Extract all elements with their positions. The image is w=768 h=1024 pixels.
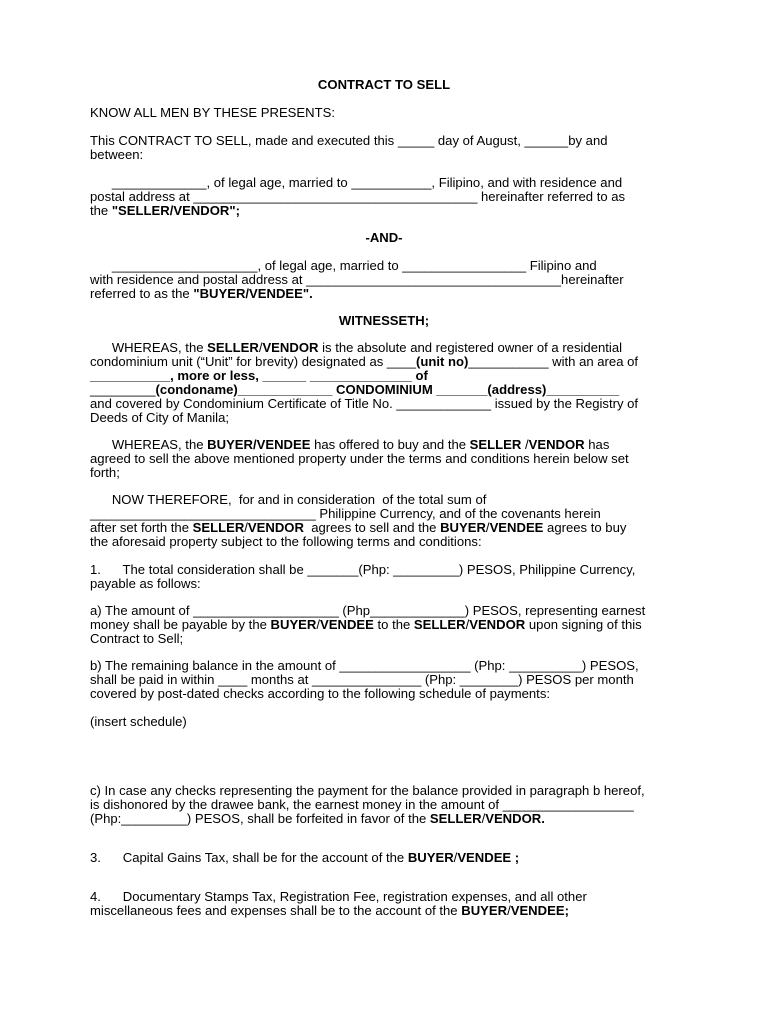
item-c-line-1: c) In case any checks representing the payment for the balance provided in paragraph b hereof,: [90, 783, 645, 798]
whereas2-line-1: WHEREAS, the BUYER/VENDEE has offered to buy and the SELLER /VENDOR has: [90, 437, 610, 452]
item-b-line-1: b) The remaining balance in the amount of __________________ (Php: __________) PESOS,: [90, 658, 639, 673]
item1-line-1: 1. The total consideration shall be _______(Php: _________) PESOS, Philippine Currency,: [90, 562, 636, 577]
buyer-line-1: ____________________, of legal age, married to _________________ Filipino and: [90, 258, 597, 273]
whereas1-line-2: condominium unit (“Unit” for brevity) designated as ____(unit no)___________ with an area of: [90, 354, 639, 369]
item4-line-1: 4. Documentary Stamps Tax, Registration Fee, registration expenses, and all other: [90, 889, 587, 904]
item4-line-2: miscellaneous fees and expenses shall be to the account of the BUYER/VENDEE;: [90, 903, 569, 918]
seller-line-1: _____________, of legal age, married to ___________, Filipino, and with residence and: [90, 175, 623, 190]
now-therefore-line-1: NOW THEREFORE, for and in consideration of the total sum of: [90, 492, 487, 507]
item-a-line-3: Contract to Sell;: [90, 631, 184, 646]
now-therefore-line-3: after set forth the SELLER/VENDOR agrees to sell and the BUYER/VENDEE agrees to buy: [90, 520, 627, 535]
intro-line-2: between:: [90, 147, 144, 162]
item-b-line-3: covered by post-dated checks according to the following schedule of payments:: [90, 686, 551, 701]
item-a-line-2: money shall be payable by the BUYER/VENDEE to the SELLER/VENDOR upon signing of this: [90, 617, 642, 632]
item-a-line-1: a) The amount of ____________________ (Php_____________) PESOS, representing earnest: [90, 603, 646, 618]
whereas1-line-3: ___________, more or less, ______ ______________ of: [90, 368, 428, 383]
item1-line-2: payable as follows:: [90, 576, 201, 591]
whereas2-line-2: agreed to sell the above mentioned property under the terms and conditions herein below set: [90, 451, 629, 466]
now-therefore-line-2: _______________________________ Philippine Currency, and of the covenants herein: [90, 506, 601, 521]
whereas2-line-3: forth;: [90, 465, 120, 480]
whereas1-line-5: and covered by Condominium Certificate of Title No. _____________ issued by the Registry of: [90, 396, 639, 411]
seller-line-3: the "SELLER/VENDOR";: [90, 203, 240, 218]
opening-line: KNOW ALL MEN BY THESE PRESENTS:: [90, 105, 335, 120]
item-c-line-2: is dishonored by the drawee bank, the earnest money in the amount of __________________: [90, 797, 634, 812]
intro-line-1: This CONTRACT TO SELL, made and executed this _____ day of August, ______by and: [90, 133, 608, 148]
schedule-placeholder: (insert schedule): [90, 714, 187, 729]
whereas1-line-6: Deeds of City of Manila;: [90, 410, 229, 425]
seller-line-2: postal address at _______________________________________ hereinafter referred to as: [90, 189, 626, 204]
buyer-line-3: referred to as the "BUYER/VENDEE".: [90, 286, 313, 301]
and-separator: -AND-: [365, 230, 403, 245]
now-therefore-line-4: the aforesaid property subject to the following terms and conditions:: [90, 534, 482, 549]
whereas1-line-1: WHEREAS, the SELLER/VENDOR is the absolute and registered owner of a residential: [90, 340, 623, 355]
whereas1-line-4: _________(condoname)_____________ CONDOMINIUM _______(address)__________: [90, 382, 620, 397]
item3-line: 3. Capital Gains Tax, shall be for the account of the BUYER/VENDEE ;: [90, 850, 520, 865]
document-title: CONTRACT TO SELL: [317, 77, 451, 92]
buyer-line-2: with residence and postal address at ___________________________________hereinafter: [90, 272, 624, 287]
item-b-line-2: shall be paid in within ____ months at _______________ (Php: ________) PESOS per month: [90, 672, 634, 687]
item-c-line-3: (Php:_________) PESOS, shall be forfeited in favor of the SELLER/VENDOR.: [90, 811, 545, 826]
witnesseth-heading: WITNESSETH;: [338, 313, 430, 328]
